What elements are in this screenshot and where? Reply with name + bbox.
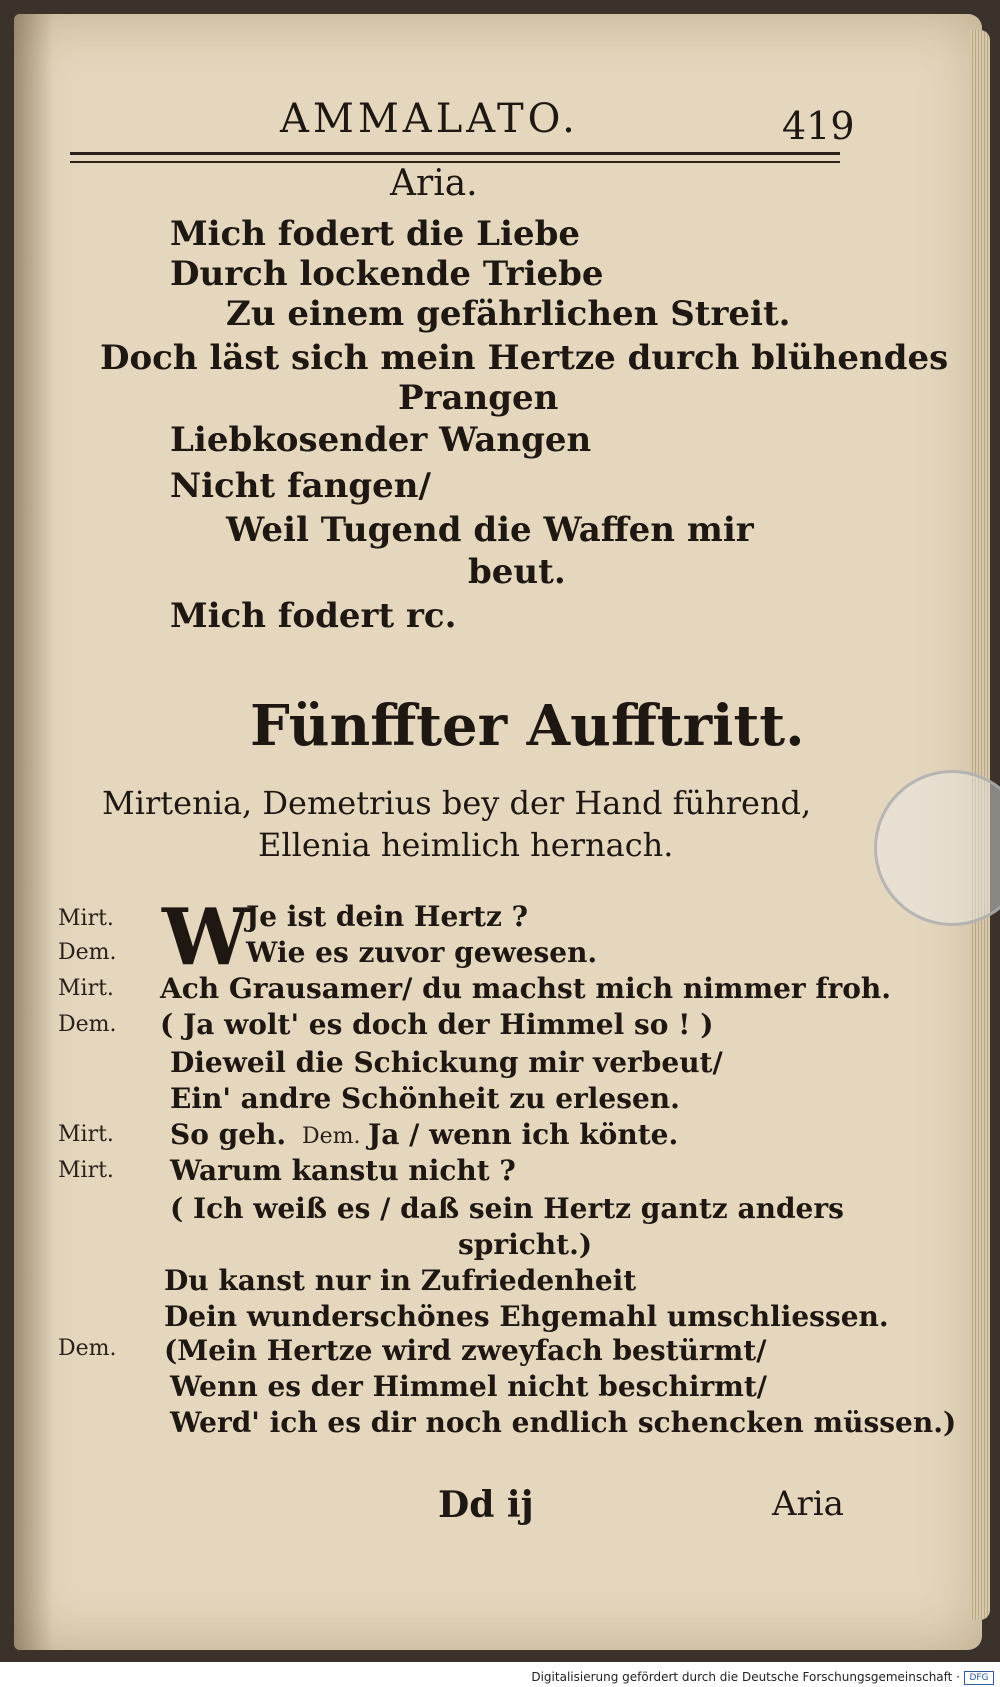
dialogue-line: Wie es zuvor gewesen. xyxy=(246,936,598,969)
verse-line: Doch läst sich mein Hertze durch blühendes xyxy=(100,338,949,378)
inline-speaker-label: Dem. xyxy=(302,1124,361,1149)
aria-title: Aria. xyxy=(390,163,478,204)
running-header: AMMALATO. xyxy=(280,96,579,142)
speaker-label: Dem. xyxy=(58,1336,117,1361)
dialogue-line: Werd' ich es dir noch endlich schencken müssen.) xyxy=(170,1406,957,1439)
dialogue-line: spricht.) xyxy=(458,1228,593,1261)
header-rule xyxy=(70,152,840,163)
verse-line: Liebkosender Wangen xyxy=(170,420,592,460)
stage-direction: Mirtenia, Demetrius bey der Hand führend, xyxy=(102,784,812,822)
verse-line: Durch lockende Triebe xyxy=(170,254,604,294)
speaker-label: Mirt. xyxy=(58,1122,114,1147)
signature-mark: Dd ij xyxy=(438,1484,534,1526)
verse-line: Zu einem gefährlichen Streit. xyxy=(226,294,791,334)
speaker-label: Mirt. xyxy=(58,976,114,1001)
dialogue-line: Dieweil die Schickung mir verbeut/ xyxy=(170,1046,723,1079)
dialogue-line: ( Ja wolt' es doch der Himmel so ! ) xyxy=(160,1008,714,1041)
speaker-label: Dem. xyxy=(58,940,117,965)
page-number: 419 xyxy=(782,104,855,148)
verse-line: Nicht fangen/ xyxy=(170,466,431,506)
dfg-logo: DFG xyxy=(964,1671,994,1685)
footer-credit: Digitalisierung gefördert durch die Deutsche Forschungsgemeinschaft · xyxy=(531,1670,960,1684)
dialogue-line: So geh. xyxy=(170,1118,287,1151)
verse-line: Prangen xyxy=(398,378,559,418)
dialogue-line: Ein' andre Schönheit zu erlesen. xyxy=(170,1082,680,1115)
verse-line: Mich fodert die Liebe xyxy=(170,214,580,254)
verse-line: beut. xyxy=(468,552,566,592)
dialogue-line: Du kanst nur in Zufriedenheit xyxy=(164,1264,637,1297)
stage-direction: Ellenia heimlich hernach. xyxy=(258,826,674,864)
dialogue-line: Warum kanstu nicht ? xyxy=(170,1154,516,1187)
dialogue-line: Ach Grausamer/ du machst mich nimmer froh. xyxy=(160,972,891,1005)
drop-cap: W xyxy=(162,892,250,983)
dialogue-line: (Mein Hertze wird zweyfach bestürmt/ xyxy=(164,1334,767,1367)
dialogue-line: ( Ich weiß es / daß sein Hertz gantz anders xyxy=(170,1192,844,1225)
verse-line: Weil Tugend die Waffen mir xyxy=(226,510,754,550)
verse-line: Mich fodert rc. xyxy=(170,596,457,636)
catchword: Aria xyxy=(772,1484,844,1524)
scene-title: Fünffter Aufftritt. xyxy=(250,693,805,759)
dialogue-line: Dein wunderschönes Ehgemahl umschliessen. xyxy=(164,1300,889,1333)
speaker-label: Mirt. xyxy=(58,906,114,931)
page-gutter-shadow xyxy=(14,14,54,1650)
dialogue-line: Wenn es der Himmel nicht beschirmt/ xyxy=(170,1370,768,1403)
dialogue-line: Je ist dein Hertz ? xyxy=(246,900,529,933)
speaker-label: Mirt. xyxy=(58,1158,114,1183)
speaker-label: Dem. xyxy=(58,1012,117,1037)
dialogue-line: Ja / wenn ich könte. xyxy=(368,1118,679,1151)
